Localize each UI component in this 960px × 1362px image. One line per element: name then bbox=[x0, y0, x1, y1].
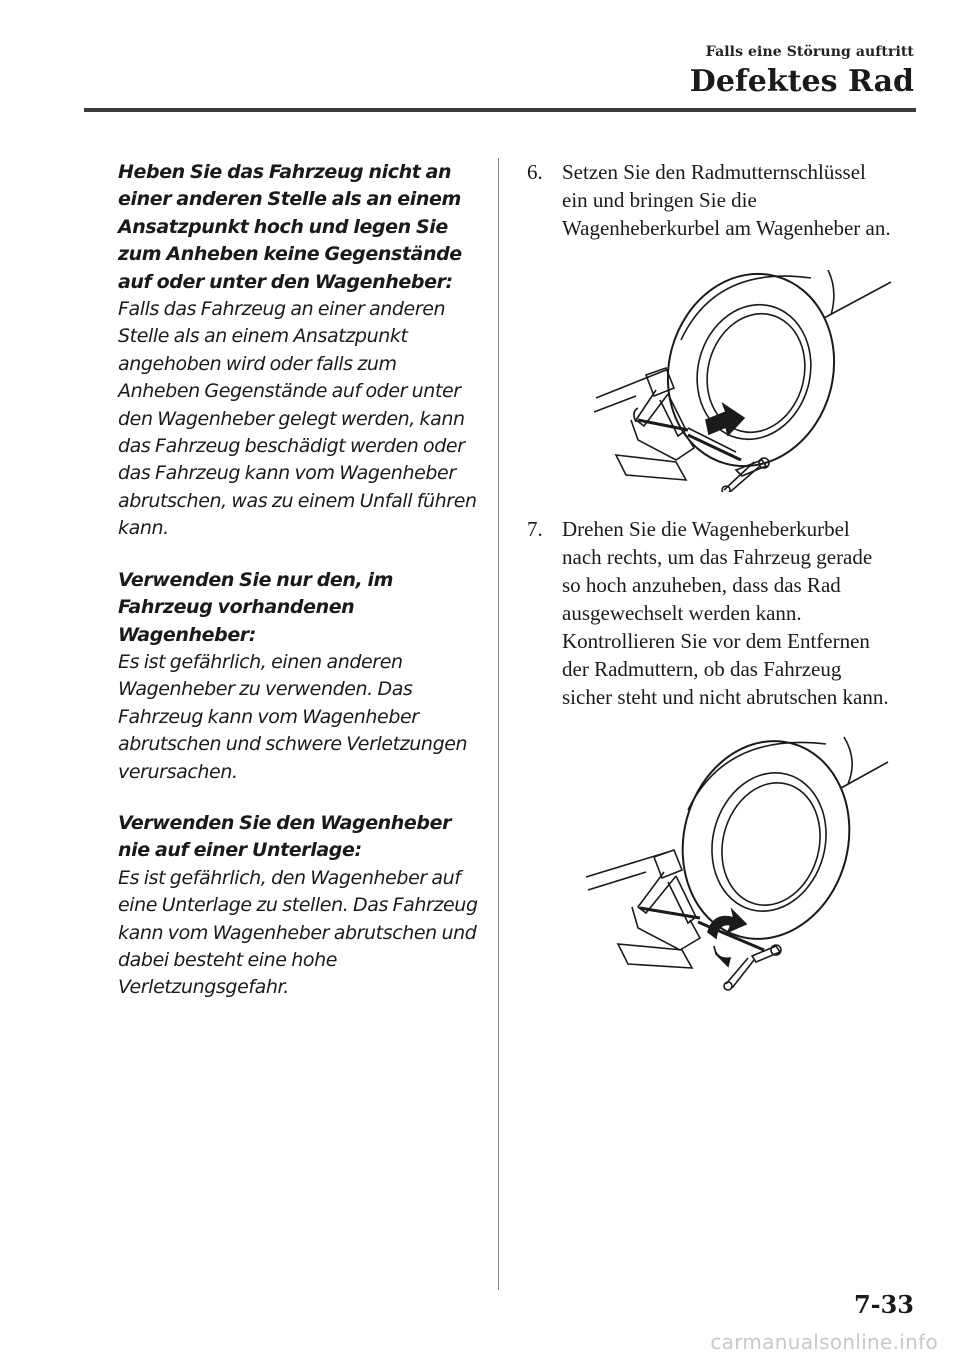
step-line: sicher steht und nicht abrutschen kann. bbox=[562, 685, 889, 709]
lug-wrench bbox=[724, 945, 781, 990]
header-rule bbox=[84, 108, 916, 112]
fender-line bbox=[841, 762, 888, 788]
warning-body: Falls das Fahrzeug an einer anderen Stelle als an einem Ansatzpunkt angehoben wird oder falls zum Anheben Gegenstände auf oder unter den Wagenheber gelegt werden, kann das Fahrzeug beschädigt werden oder das Fahrzeug kann vom Wagenheber abrutschen, was zu einem Unfall führen kann. bbox=[118, 298, 477, 540]
warning-block-1 bbox=[118, 159, 478, 543]
step-6 bbox=[527, 158, 957, 242]
warning-title: Verwenden Sie nur den, im Fahrzeug vorhandenen Wagenheber: bbox=[118, 568, 394, 646]
step-7 bbox=[527, 515, 957, 711]
vehicle-body-line bbox=[596, 370, 666, 398]
jack-attach-handle-illustration bbox=[576, 270, 896, 492]
step-line: so hoch anzuheben, dass das Rad bbox=[562, 573, 841, 597]
fender-arc bbox=[844, 737, 852, 784]
step-line: ausgewechselt werden kann. bbox=[562, 601, 802, 625]
step-line: Kontrollieren Sie vor dem Entfernen bbox=[562, 629, 870, 653]
vehicle-body-line bbox=[588, 872, 646, 890]
warning-block-2 bbox=[118, 567, 478, 786]
step-line: ein und bringen Sie die bbox=[562, 188, 757, 212]
warning-title: Heben Sie das Fahrzeug nicht an einer anderen Stelle als an einem Ansatzpunkt hoch und legen Sie zum Anheben keine Gegenstände auf oder unter den Wagenheber: bbox=[118, 161, 462, 293]
watermark: carmanualsonline.info bbox=[710, 1330, 938, 1354]
warning-body: Es ist gefährlich, den Wagenheber auf eine Unterlage zu stellen. Das Fahrzeug kann vom Wagenheber abrutschen und dabei besteht eine hohe Verletzungsgefahr. bbox=[118, 866, 478, 999]
section-header-label: Falls eine Störung auftritt bbox=[705, 44, 914, 60]
step-line: der Radmuttern, ob das Fahrzeug bbox=[562, 657, 842, 681]
vehicle-body-line bbox=[594, 396, 636, 412]
page-title: Defektes Rad bbox=[689, 64, 914, 99]
jack-turn-handle-illustration bbox=[576, 732, 896, 994]
step-line: nach rechts, um das Fahrzeug gerade bbox=[562, 545, 873, 569]
fender-arc bbox=[828, 270, 834, 315]
warning-body: Es ist gefährlich, einen anderen Wagenheber zu verwenden. Das Fahrzeug kann vom Wagenheber abrutschen und schwere Verletzungen verursachen. bbox=[118, 650, 468, 783]
step-line: Drehen Sie die Wagenheberkurbel bbox=[562, 517, 850, 541]
step-line: Wagenheberkurbel am Wagenheber an. bbox=[562, 216, 891, 240]
tire bbox=[647, 270, 856, 485]
page-number: 7-33 bbox=[853, 1290, 914, 1319]
clockwise-arrow-icon-lower bbox=[714, 946, 730, 966]
jack bbox=[618, 850, 700, 968]
warning-block-3 bbox=[118, 810, 478, 1002]
fender-arc bbox=[681, 276, 811, 340]
step-number: 6. bbox=[527, 160, 543, 184]
column-divider bbox=[498, 158, 499, 1290]
warning-column bbox=[118, 159, 478, 1026]
step-number: 7. bbox=[527, 517, 543, 541]
warning-title: Verwenden Sie den Wagenheber nie auf einer Unterlage: bbox=[118, 811, 452, 862]
step-line: Setzen Sie den Radmutternschlüssel bbox=[562, 160, 866, 184]
